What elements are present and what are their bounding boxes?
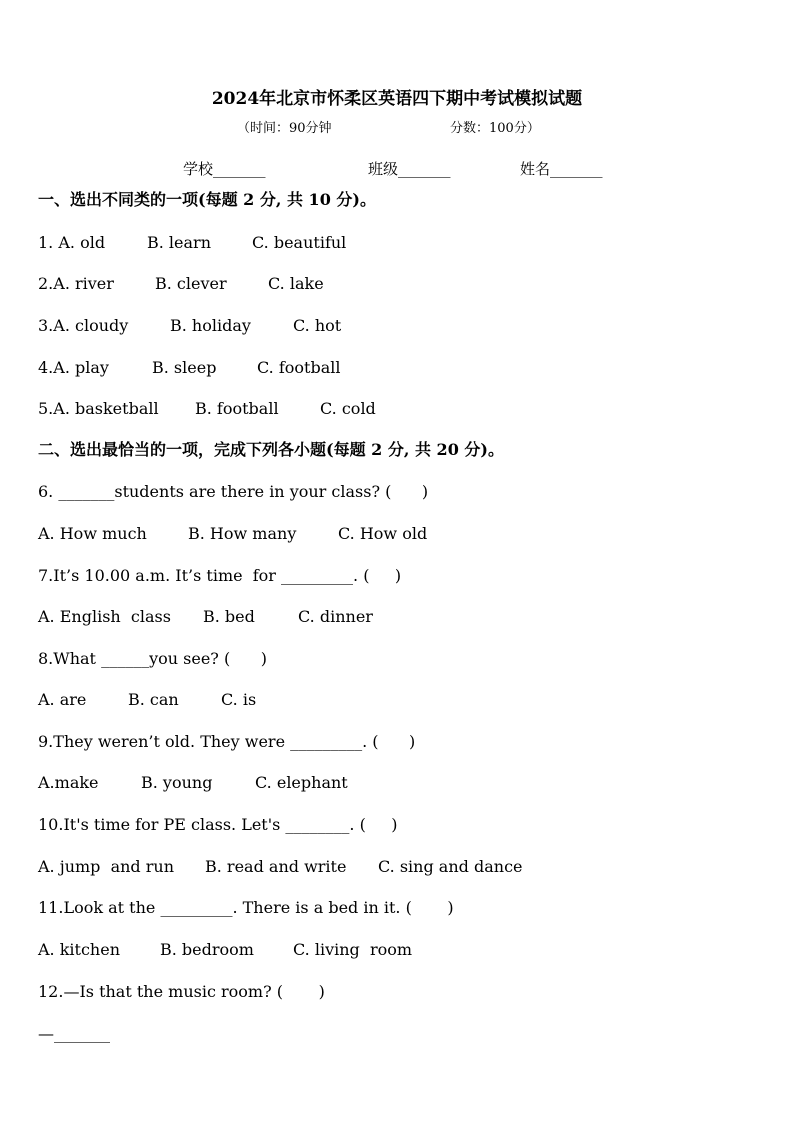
option-b: B. sleep [152,358,217,377]
section1-heading: 一、选出不同类的一项(每题 2 分, 共 10 分)。 [38,190,376,209]
option-c: C. football [257,358,341,377]
option-a: 4.A. play [38,358,109,377]
question-9-stem: 9.They weren’t old. They were _________. ( ) [38,732,416,751]
option-a: 5.A. basketball [38,399,159,418]
option-a: 2.A. river [38,274,114,293]
option-a: A. kitchen [38,940,121,959]
option-b: B. learn [147,233,212,252]
option-a: 3.A. cloudy [38,316,129,335]
option-c: C. hot [293,316,342,335]
question-6-stem: 6. _______students are there in your class? ( ) [38,482,429,501]
option-c: C. elephant [255,773,348,792]
option-a: A. are [38,690,87,709]
time-limit: （时间：90分钟 [237,121,332,136]
option-b: B. can [128,690,179,709]
question-12-stem: 12.—Is that the music room? ( ) [38,982,325,1001]
option-b: B. clever [155,274,227,293]
option-c: C. is [221,690,257,709]
question-10-stem: 10.It's time for PE class. Let's ________. ( ) [38,815,398,834]
option-b: B. read and write [205,857,347,876]
question-7-stem: 7.It’s 10.00 a.m. It’s time for _________. ( ) [38,566,402,585]
question-8-stem: 8.What ______you see? ( ) [38,649,267,668]
option-a: A.make [38,773,99,792]
option-a: A. jump and run [38,857,175,876]
option-b: B. How many [188,524,297,543]
option-b: B. bed [203,607,255,626]
section2-heading: 二、选出最恰当的一项，完成下列各小题(每题 2 分, 共 20 分)。 [38,440,504,459]
option-b: B. football [195,399,279,418]
class-field: 班级_______ [368,160,451,178]
option-c: C. beautiful [252,233,347,252]
name-field: 姓名_______ [520,160,603,178]
option-a: 1. A. old [38,233,106,252]
option-b: B. holiday [170,316,251,335]
question-12-answer-blank: —_______ [38,1024,110,1043]
option-c: C. living room [293,940,413,959]
option-a: A. How much [38,524,147,543]
question-11-stem: 11.Look at the _________. There is a bed in it. ( ) [38,898,454,917]
school-field: 学校_______ [183,160,266,178]
option-c: C. lake [268,274,324,293]
page-title: 2024年北京市怀柔区英语四下期中考试模拟试题 [211,89,583,109]
total-score: 分数：100分） [450,121,540,136]
option-c: C. How old [338,524,428,543]
option-c: C. dinner [298,607,373,626]
option-a: A. English class [38,607,171,626]
option-c: C. cold [320,399,376,418]
option-b: B. bedroom [160,940,254,959]
option-b: B. young [141,773,213,792]
option-c: C. sing and dance [378,857,523,876]
